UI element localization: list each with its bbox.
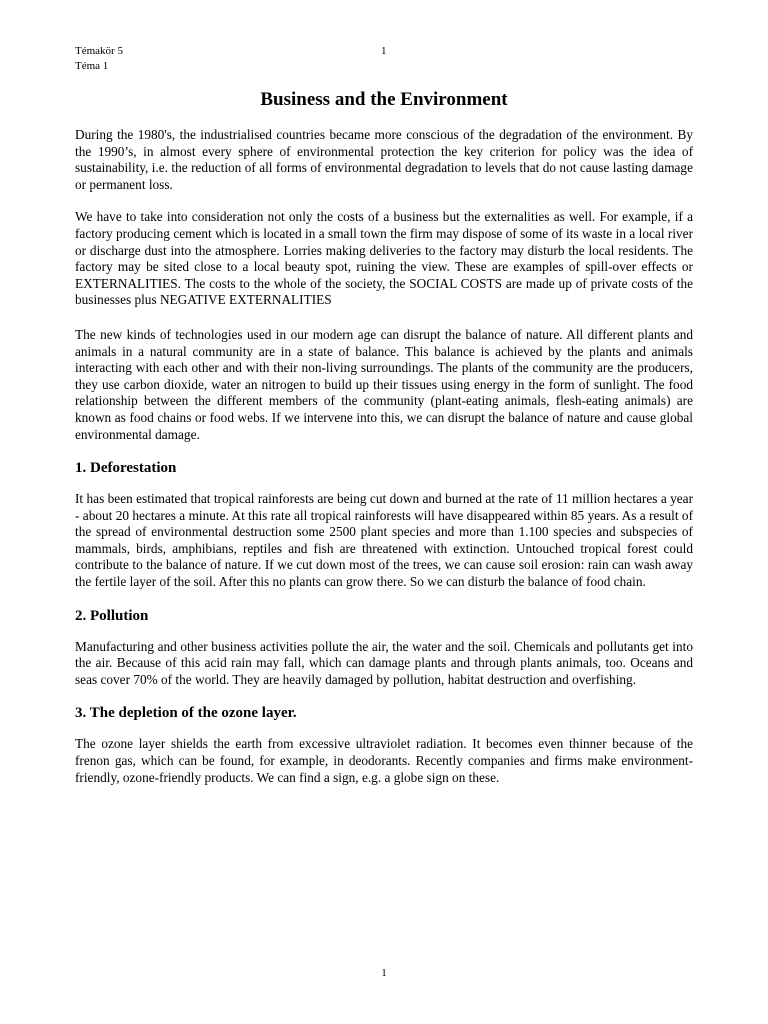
section-text-deforestation: It has been estimated that tropical rainforests are being cut down and burned at the rate of 11 million hectares a year - about 20 hectares a minute. At this rate all tropical rainforests will have disappeared within 85 years. As a result of the spread of environmental destruction some 2500 plant species and more than 1.100 species and subspecies of mammals, birds, amphibians, reptiles and fish are threatened with extinction. Untouched tropical forest could contribute to the balance of nature. If we cut down most of the trees, we can cause soil erosion: rain can wash away the fertile layer of the soil. After this no plants can grow there. So we can disturb the balance of food chain. xyxy=(75,491,693,590)
footer-page-number: 1 xyxy=(381,967,387,979)
intro-paragraph-2: We have to take into consideration not only the costs of a business but the externalities as well. For example, if a factory producing cement which is located in a small town the firm may dispose of some of its waste in a local river or discharge dust into the atmosphere. Lorries making deliveries to the factory may disturb the local residents. The factory may be sited close to a local beauty spot, ruining the view. These are examples of spill-over effects or EXTERNALITIES. The costs to the whole of the society, the SOCIAL COSTS are made up of private costs of the businesses plus NEGATIVE EXTERNALITIES xyxy=(75,209,693,308)
intro-paragraph-3: The new kinds of technologies used in our modern age can disrupt the balance of nature. All different plants and animals in a natural community are in a state of balance. This balance is achieved by the plants and animals interacting with each other and with their non-living surroundings. The plants of the community are the producers, they use carbon dioxide, water an nitrogen to build up their tissues using energy in the form of sunlight. The food relationship between the different members of the community (plant-eating animals, flesh-eating animals) are known as food chains or food webs. If we intervene into this, we can disrupt the balance of nature and cause global environmental damage. xyxy=(75,326,693,442)
page-title: Business and the Environment xyxy=(260,89,508,110)
page-header xyxy=(75,44,123,74)
document-body xyxy=(75,127,693,802)
section-text-pollution: Manufacturing and other business activities pollute the air, the water and the soil. Chemicals and pollutants get into the air. Because of this acid rain may fall, which can damage plants and through plants animals, too. Oceans and seas cover 70% of the world. They are heavily damaged by pollution, habitat destruction and overfishing. xyxy=(75,638,693,687)
section-heading-deforestation: 1. Deforestation xyxy=(75,460,177,477)
header-theme: Téma 1 xyxy=(75,60,109,72)
intro-paragraph-1: During the 1980's, the industrialised countries became more conscious of the degradation of the environment. By the 1990’s, in almost every sphere of environmental protection the key criterion for policy was the idea of sustainability, i.e. the reduction of all forms of environmental degradation to levels that do not cause lasting damage or permanent loss. xyxy=(75,127,693,192)
section-heading-ozone: 3. The depletion of the ozone layer. xyxy=(75,705,297,722)
section-heading-pollution: 2. Pollution xyxy=(75,607,149,624)
header-topic: Témakör 5 xyxy=(75,45,123,57)
header-page-number: 1 xyxy=(381,45,387,57)
section-text-ozone: The ozone layer shields the earth from excessive ultraviolet radiation. It becomes even thinner because of the frenon gas, which can be found, for example, in deodorants. Recently companies and firms make environment-friendly, ozone-friendly products. We can find a sign, e.g. a globe sign on these. xyxy=(75,736,693,785)
